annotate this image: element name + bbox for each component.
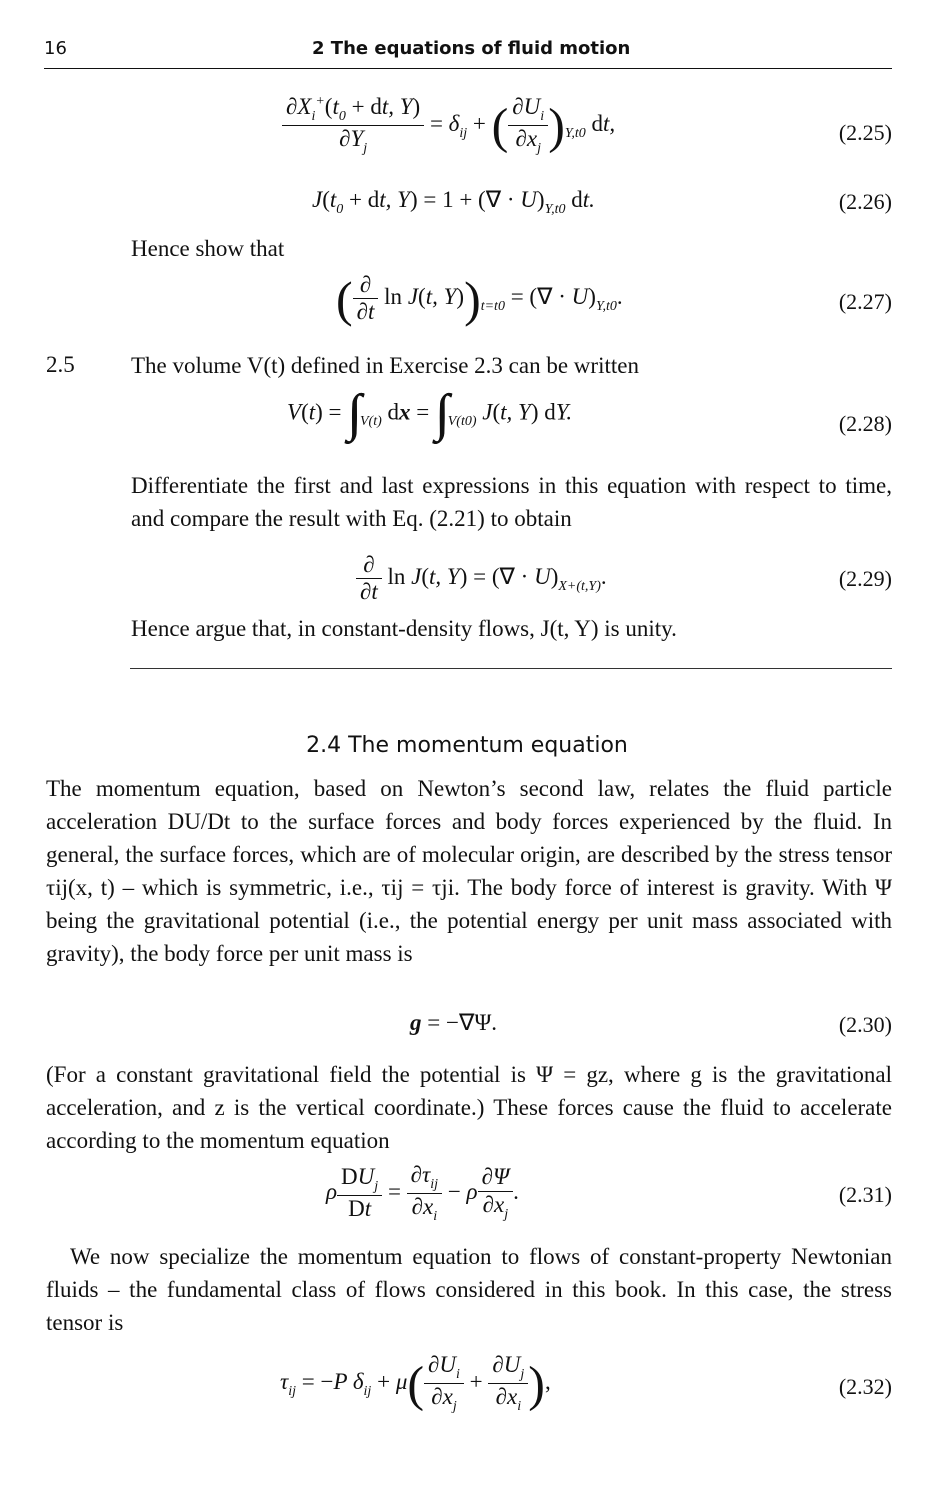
equation-number-2-31: (2.31) bbox=[838, 1182, 892, 1207]
equation-2-27: ( $\frac{\partial}{\partial t}$ ln J(t, $Y))_{t=t0}$ = (∇ · $U)_{Y,t0}$. bbox=[336, 270, 623, 327]
equation-number-2-29: (2.29) bbox=[838, 566, 892, 591]
section-paragraph-3: We now specialize the momentum equation to flows of constant-property Newtonian fluids – the fundamental class of flows considered in this book. In this case, the stress tensor is bbox=[46, 1244, 892, 1335]
page-number: 16 bbox=[44, 38, 67, 59]
exercise-paragraph: Differentiate the first and last expressions in this equation with respect to time, and compare the result with Eq. (2.21) to obtain bbox=[131, 473, 892, 531]
chapter-title: 2 The equations of fluid motion bbox=[312, 38, 631, 59]
exercise-number: 2.5 bbox=[46, 352, 75, 377]
exercises-end-rule bbox=[130, 668, 892, 669]
equation-2-31: ρ $\frac{DU_j}{Dt}$ = $\frac{\partial\tau_{ij}}{\partial x_i}$ − ρ $\frac{\partial\Psi}{\partial x_j}$ . bbox=[326, 1162, 519, 1225]
exercise-conclusion: Hence argue that, in constant-density flows, J(t, Y) is unity. bbox=[131, 616, 677, 641]
equation-2-28: V(t) = ∫∫∫ $_{V(t)}$ dx = ∫∫∫ $_{V(t0)}$ J(t, Y) dY. bbox=[287, 385, 573, 442]
equation-number-2-28: (2.28) bbox=[838, 411, 892, 436]
equation-number-2-27: (2.27) bbox=[838, 289, 892, 314]
equation-2-29: $\frac{\partial}{\partial t}$ ln J(t, Y) = (∇ · $U)_{X+(t,Y)}$. bbox=[356, 552, 607, 606]
section-paragraph-1: The momentum equation, based on Newton’s second law, relates the fluid particle acceleration DU/Dt to the surface forces and body forces experienced by the fluid. In general, the surface forces, which are of molecular origin, are described by the stress tensor τij(x, t) – which is symmetric, i.e., τij = τji. The body force of interest is gravity. With Ψ being the gravitational potential (i.e., the potential energy per unit mass associated with gravity), the body force per unit mass is bbox=[46, 776, 892, 966]
equation-number-2-32: (2.32) bbox=[838, 1374, 892, 1399]
equation-2-30: g = −∇Ψ. bbox=[410, 1010, 498, 1035]
section-paragraph-2: (For a constant gravitational field the potential is Ψ = gz, where g is the gravitational acceleration, and z is the vertical coordinate.) These forces cause the fluid to accelerate according to the momentum equation bbox=[46, 1062, 892, 1153]
equation-2-32: $\tau_{ij} = -P$ $\delta_{ij} + \mu$( $\frac{\partial U_i}{\partial x_j}$ + $\frac{\partial U_j}{\partial x_i}$ ), bbox=[280, 1352, 551, 1415]
equation-2-25: $\frac{\partial X_i^+(t_0 + dt, Y)}{\partial Y_j}$ = $\delta_{ij}$ + ( $\frac{\partial U_i}{\partial x_j}$ )$_{Y,t0}$ dt, bbox=[282, 94, 615, 157]
equation-number-2-25: (2.25) bbox=[838, 120, 892, 145]
section-title: 2.4 The momentum equation bbox=[306, 733, 628, 758]
equation-2-26: $J(t_0$ + dt, Y) = 1 + (∇ · $U)_{Y,t0}$ dt. bbox=[312, 187, 595, 217]
exercise-intro: The volume V(t) defined in Exercise 2.3 can be written bbox=[131, 353, 639, 378]
running-header bbox=[44, 38, 892, 66]
header-rule bbox=[44, 68, 892, 69]
equation-number-2-26: (2.26) bbox=[838, 189, 892, 214]
hence-show-text: Hence show that bbox=[131, 236, 285, 261]
equation-number-2-30: (2.30) bbox=[838, 1012, 892, 1037]
